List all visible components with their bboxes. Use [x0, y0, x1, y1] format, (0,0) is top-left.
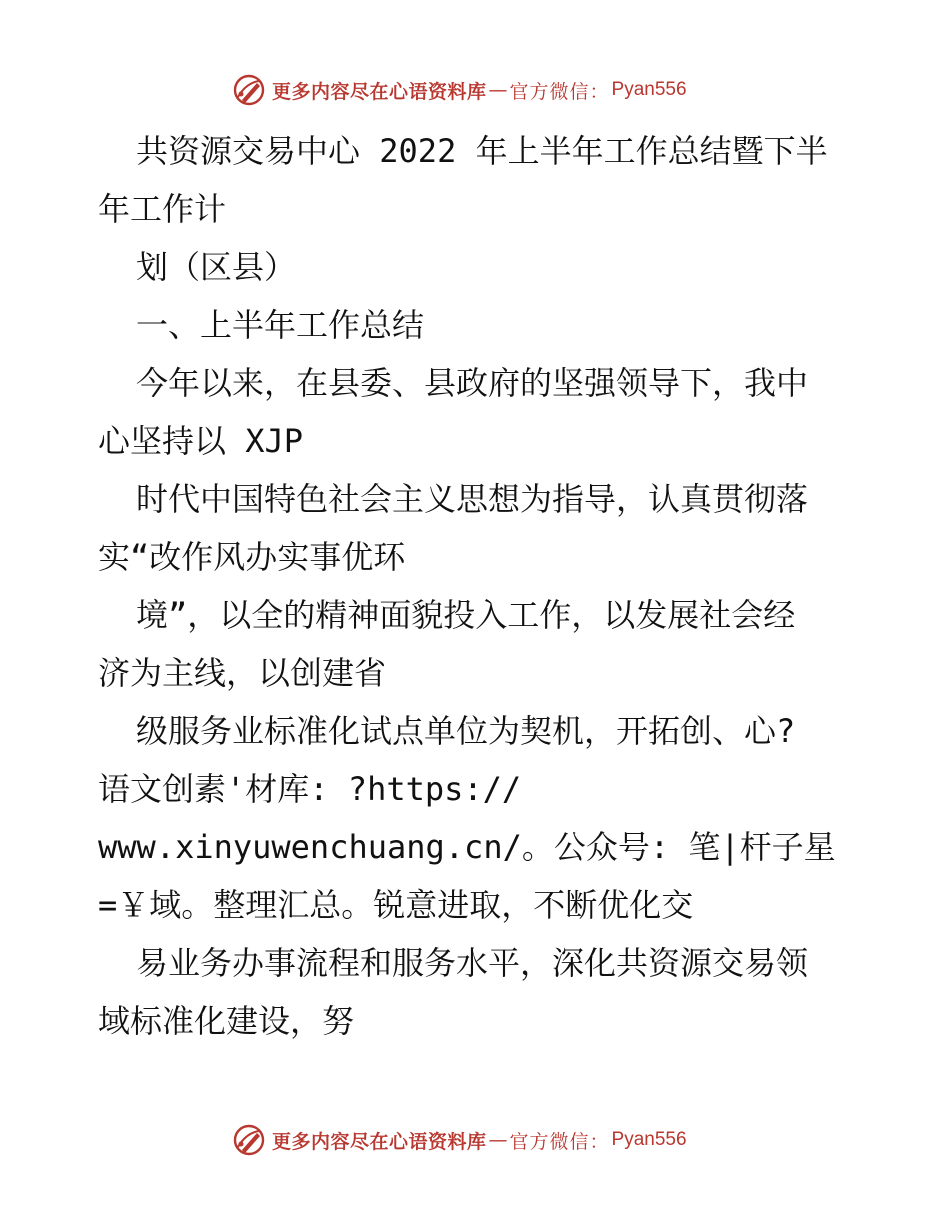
watermark-dash: — [488, 1129, 508, 1151]
header-watermark [232, 70, 687, 110]
paragraph-line: 语文创素'材库: ?https:// [98, 770, 522, 808]
paragraph-line: 今年以来，在县委、县政府的坚强领导下，我中 [136, 364, 809, 402]
watermark-wechat-label: 官方微信： [509, 80, 610, 103]
document-body [98, 122, 858, 1050]
watermark-dash: — [488, 79, 508, 101]
footer-watermark [232, 1120, 687, 1160]
pen-logo-icon [232, 73, 266, 107]
paragraph-line: 级服务业标准化试点单位为契机，开拓创、心? [136, 712, 796, 750]
watermark-wechat-id: Pyan556 [611, 1129, 687, 1150]
paragraph-line: 境”，以全的精神面貌投入工作，以发展社会经 [136, 596, 796, 634]
paragraph-line: 域标准化建设，努 [98, 1002, 355, 1040]
watermark-wechat-label: 官方微信： [509, 1130, 610, 1153]
paragraph-line: 实“改作风办实事优环 [98, 538, 406, 576]
pen-logo-icon [232, 1123, 266, 1157]
paragraph-line: 易业务办事流程和服务水平，深化共资源交易领 [136, 944, 809, 982]
title-line-2: 年工作计 [98, 190, 227, 228]
watermark-main-text: 更多内容尽在心语资料库 [272, 80, 487, 103]
paragraph-line: 心坚持以 XJP [98, 422, 304, 460]
paragraph-line: 济为主线，以创建省 [98, 654, 387, 692]
section-heading: 一、上半年工作总结 [136, 306, 425, 344]
paragraph-line: =￥域。整理汇总。锐意进取，不断优化交 [98, 886, 694, 924]
paragraph-line: 时代中国特色社会主义思想为指导，认真贯彻落 [136, 480, 809, 518]
watermark-main-text: 更多内容尽在心语资料库 [272, 1130, 487, 1153]
paragraph-line: www.xinyuwenchuang.cn/。公众号: 笔|杆子星 [98, 828, 836, 866]
title-line-3: 划（区县） [136, 248, 297, 286]
watermark-wechat-id: Pyan556 [611, 79, 687, 100]
title-line-1: 共资源交易中心 2022 年上半年工作总结暨下半 [136, 132, 828, 170]
